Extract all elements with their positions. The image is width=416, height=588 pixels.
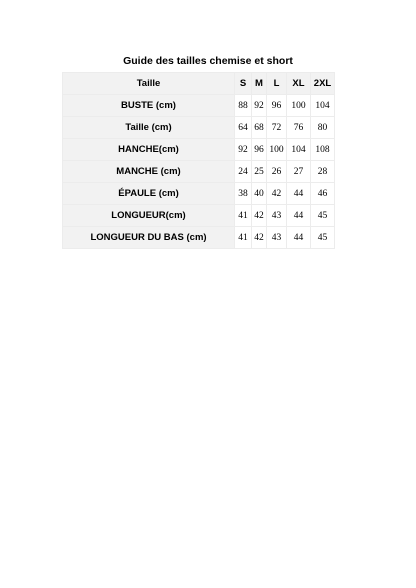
row-label: Taille (cm) — [63, 117, 235, 139]
table-cell: 96 — [252, 139, 267, 161]
table-cell: 80 — [311, 117, 335, 139]
table-cell: 25 — [252, 161, 267, 183]
table-row — [63, 183, 335, 205]
table-cell: 76 — [287, 117, 311, 139]
table-cell: 27 — [287, 161, 311, 183]
page-title: Guide des tailles chemise et short — [123, 55, 293, 67]
table-header-row — [63, 73, 335, 95]
table-cell: 104 — [311, 95, 335, 117]
row-label: ÉPAULE (cm) — [63, 183, 235, 205]
table-cell: 38 — [235, 183, 252, 205]
table-cell: 104 — [287, 139, 311, 161]
row-label: LONGUEUR DU BAS (cm) — [63, 227, 235, 249]
header-cell-xl: XL — [287, 73, 311, 95]
table-cell: 44 — [287, 183, 311, 205]
table-cell: 41 — [235, 227, 252, 249]
table-row — [63, 95, 335, 117]
table-row — [63, 117, 335, 139]
table-cell: 42 — [267, 183, 287, 205]
header-cell-l: L — [267, 73, 287, 95]
table-cell: 40 — [252, 183, 267, 205]
table-cell: 44 — [287, 205, 311, 227]
table-cell: 28 — [311, 161, 335, 183]
table-row — [63, 161, 335, 183]
table-cell: 96 — [267, 95, 287, 117]
table-cell: 24 — [235, 161, 252, 183]
table-cell: 42 — [252, 205, 267, 227]
table-cell: 72 — [267, 117, 287, 139]
table-cell: 100 — [267, 139, 287, 161]
table-cell: 92 — [235, 139, 252, 161]
row-label: LONGUEUR(cm) — [63, 205, 235, 227]
table-cell: 45 — [311, 227, 335, 249]
header-cell-2xl: 2XL — [311, 73, 335, 95]
header-cell-size: Taille — [63, 73, 235, 95]
table-cell: 88 — [235, 95, 252, 117]
size-guide-table — [62, 72, 335, 249]
row-label: HANCHE(cm) — [63, 139, 235, 161]
table-row — [63, 227, 335, 249]
table-cell: 108 — [311, 139, 335, 161]
table-row — [63, 205, 335, 227]
table-cell: 46 — [311, 183, 335, 205]
table-cell: 68 — [252, 117, 267, 139]
table-cell: 92 — [252, 95, 267, 117]
table-row — [63, 139, 335, 161]
row-label: BUSTE (cm) — [63, 95, 235, 117]
row-label: MANCHE (cm) — [63, 161, 235, 183]
table-cell: 45 — [311, 205, 335, 227]
table-cell: 64 — [235, 117, 252, 139]
header-cell-s: S — [235, 73, 252, 95]
table-cell: 41 — [235, 205, 252, 227]
header-cell-m: M — [252, 73, 267, 95]
table-cell: 100 — [287, 95, 311, 117]
table-cell: 26 — [267, 161, 287, 183]
table-cell: 44 — [287, 227, 311, 249]
table-cell: 43 — [267, 205, 287, 227]
table-cell: 42 — [252, 227, 267, 249]
table-cell: 43 — [267, 227, 287, 249]
